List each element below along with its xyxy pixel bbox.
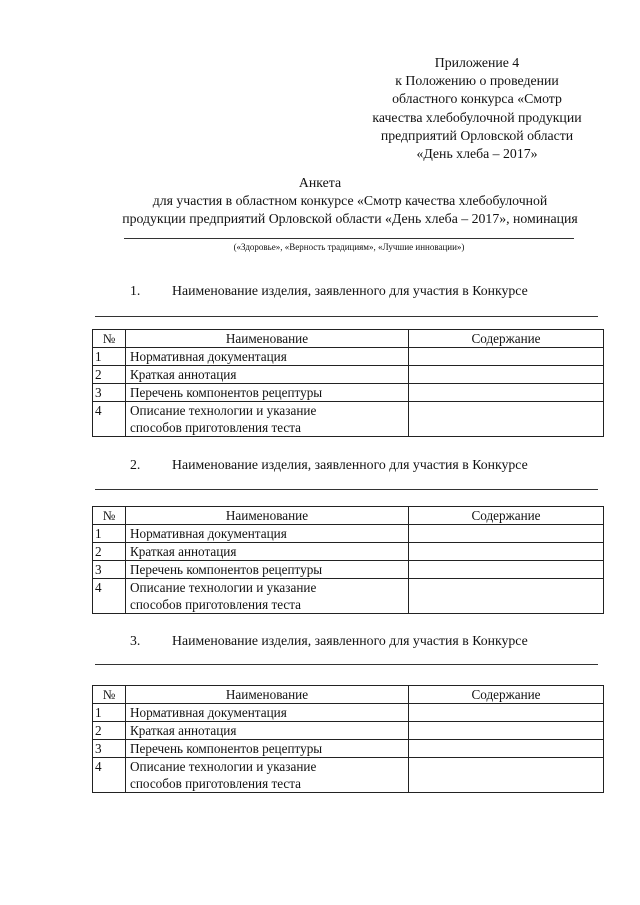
header-content: Содержание (409, 686, 604, 704)
row-name: Краткая аннотация (126, 543, 409, 561)
questionnaire-table (92, 685, 604, 793)
table-row (93, 740, 604, 758)
form-subtitle (60, 192, 640, 228)
section-heading (130, 282, 528, 300)
row-name-line: Описание технологии и указание (130, 403, 317, 418)
appendix-line: «День хлеба – 2017» (416, 146, 538, 162)
row-num: 1 (93, 348, 126, 366)
header-num: № (93, 507, 126, 525)
row-content-cell[interactable] (409, 543, 604, 561)
row-name: Перечень компонентов рецептуры (126, 561, 409, 579)
row-num: 1 (93, 525, 126, 543)
row-name-line: способов приготовления теста (130, 597, 302, 612)
row-content-cell[interactable] (409, 402, 604, 437)
row-name-line: способов приготовления теста (130, 776, 302, 791)
table-row (93, 561, 604, 579)
row-name (126, 402, 409, 437)
table-row (93, 402, 604, 437)
questionnaire-table (92, 329, 604, 437)
table-row (93, 384, 604, 402)
table-header-row (93, 686, 604, 704)
header-name: Наименование (126, 330, 409, 348)
row-num: 4 (93, 579, 126, 614)
section-heading (130, 456, 528, 474)
row-content-cell[interactable] (409, 348, 604, 366)
table-header-row (93, 507, 604, 525)
row-name-line: Описание технологии и указание (130, 759, 317, 774)
row-num: 4 (93, 402, 126, 437)
row-num: 2 (93, 722, 126, 740)
section-number: 3. (130, 633, 141, 648)
row-content-cell[interactable] (409, 758, 604, 793)
subtitle-line: продукции предприятий Орловской области «День хлеба – 2017», номинация (122, 211, 578, 227)
section-number: 1. (130, 283, 141, 298)
product-name-fill-line[interactable] (95, 664, 598, 665)
table-row (93, 579, 604, 614)
section-heading-text: Наименование изделия, заявленного для участия в Конкурсе (172, 633, 528, 648)
header-content: Содержание (409, 507, 604, 525)
row-num: 4 (93, 758, 126, 793)
row-name: Перечень компонентов рецептуры (126, 740, 409, 758)
appendix-line: к Положению о проведении (395, 73, 559, 89)
row-num: 2 (93, 366, 126, 384)
row-name: Нормативная документация (126, 525, 409, 543)
row-num: 2 (93, 543, 126, 561)
table-header-row (93, 330, 604, 348)
row-content-cell[interactable] (409, 579, 604, 614)
table-row (93, 543, 604, 561)
questionnaire-table (92, 506, 604, 614)
section-heading-text: Наименование изделия, заявленного для участия в Конкурсе (172, 283, 528, 298)
row-name (126, 758, 409, 793)
row-content-cell[interactable] (409, 384, 604, 402)
header-num: № (93, 330, 126, 348)
row-name: Нормативная документация (126, 348, 409, 366)
row-content-cell[interactable] (409, 722, 604, 740)
row-num: 3 (93, 384, 126, 402)
row-content-cell[interactable] (409, 561, 604, 579)
header-content: Содержание (409, 330, 604, 348)
header-name: Наименование (126, 686, 409, 704)
section-number: 2. (130, 457, 141, 472)
section-heading-text: Наименование изделия, заявленного для участия в Конкурсе (172, 457, 528, 472)
header-name: Наименование (126, 507, 409, 525)
row-num: 1 (93, 704, 126, 722)
appendix-line: предприятий Орловской области (380, 127, 574, 143)
row-content-cell[interactable] (409, 704, 604, 722)
row-content-cell[interactable] (409, 740, 604, 758)
nomination-fill-line[interactable] (124, 238, 574, 239)
table-row (93, 722, 604, 740)
row-name: Краткая аннотация (126, 722, 409, 740)
table-row (93, 525, 604, 543)
row-name: Нормативная документация (126, 704, 409, 722)
appendix-header (352, 54, 602, 163)
row-name: Краткая аннотация (126, 366, 409, 384)
row-name-line: Описание технологии и указание (130, 580, 317, 595)
row-name-line: способов приготовления теста (130, 420, 302, 435)
row-num: 3 (93, 740, 126, 758)
header-num: № (93, 686, 126, 704)
row-num: 3 (93, 561, 126, 579)
product-name-fill-line[interactable] (95, 489, 598, 490)
form-title: Анкета (298, 175, 342, 190)
table-row (93, 348, 604, 366)
table-row (93, 704, 604, 722)
row-content-cell[interactable] (409, 366, 604, 384)
table-row (93, 758, 604, 793)
appendix-line: областного конкурса «Смотр (392, 91, 562, 107)
row-content-cell[interactable] (409, 525, 604, 543)
nomination-note: («Здоровье», «Верность традициям», «Лучшие инновации») (233, 242, 465, 252)
appendix-line: качества хлебобулочной продукции (372, 109, 582, 125)
row-name (126, 579, 409, 614)
appendix-line: Приложение 4 (434, 55, 520, 70)
section-heading (130, 632, 528, 650)
subtitle-line: для участия в областном конкурсе «Смотр качества хлебобулочной (152, 193, 548, 208)
product-name-fill-line[interactable] (95, 316, 598, 317)
row-name: Перечень компонентов рецептуры (126, 384, 409, 402)
table-row (93, 366, 604, 384)
